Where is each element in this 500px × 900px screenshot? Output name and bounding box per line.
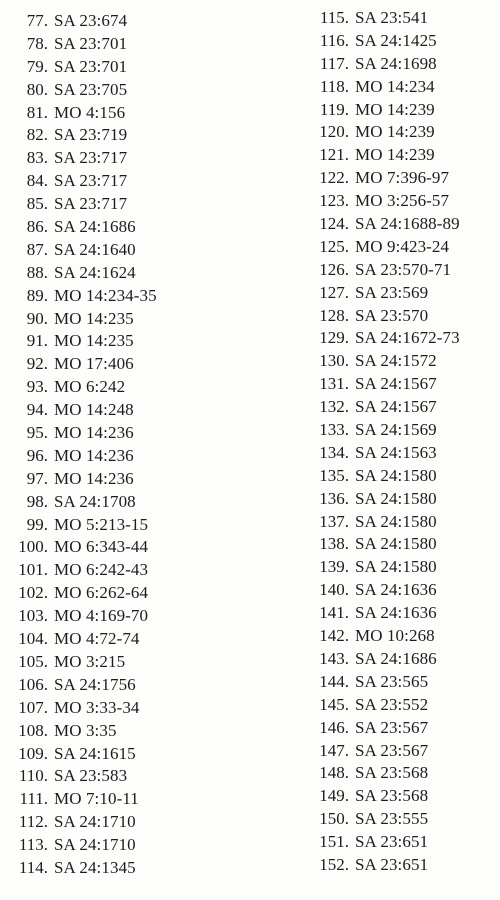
- entry-number: 85.: [26, 194, 48, 214]
- citation-entry: [0, 193, 250, 216]
- citation-entry: [305, 740, 500, 763]
- entry-citation: MO 10:268: [355, 626, 435, 646]
- citation-entry: [305, 465, 500, 488]
- entry-citation: SA 24:1672-73: [355, 328, 460, 348]
- entry-number: 111.: [19, 789, 48, 809]
- entry-citation: SA 24:1563: [355, 442, 437, 462]
- entry-citation: SA 24:1756: [54, 674, 136, 694]
- entry-citation: MO 14:236: [54, 445, 134, 465]
- entry-number: 139.: [319, 557, 349, 577]
- entry-number: 101.: [18, 560, 48, 580]
- citation-entry: [305, 602, 500, 625]
- citation-entry: [0, 285, 250, 308]
- citation-entry: [0, 811, 250, 834]
- citation-entry: [305, 396, 500, 419]
- entry-number: 98.: [26, 491, 48, 511]
- entry-number: 110.: [18, 766, 48, 786]
- entry-number: 78.: [26, 33, 48, 53]
- citation-entry: [305, 99, 500, 122]
- citation-entry: [0, 788, 250, 811]
- citation-entry: [305, 53, 500, 76]
- entry-citation: SA 23:541: [355, 8, 429, 27]
- citation-entry: [305, 259, 500, 282]
- entry-citation: SA 24:1640: [54, 239, 136, 259]
- entry-citation: SA 24:1580: [355, 534, 437, 554]
- entry-number: 128.: [319, 305, 349, 325]
- entry-citation: SA 24:1698: [355, 53, 437, 73]
- entry-citation: MO 6:262-64: [54, 583, 149, 603]
- entry-citation: SA 24:1686: [54, 217, 136, 237]
- entry-citation: SA 24:1572: [355, 351, 437, 371]
- entry-citation: SA 24:1708: [54, 491, 136, 511]
- citation-entry: [305, 488, 500, 511]
- entry-number: 114.: [18, 857, 48, 877]
- citation-entry: [305, 327, 500, 350]
- entry-citation: SA 23:552: [355, 694, 429, 714]
- entry-citation: MO 14:234: [355, 76, 435, 96]
- right-citation-column: [305, 7, 500, 877]
- citation-entry: [305, 190, 500, 213]
- entry-citation: SA 23:565: [355, 671, 429, 691]
- entry-number: 93.: [26, 377, 48, 397]
- entry-number: 122.: [319, 168, 349, 188]
- citation-entry: [305, 831, 500, 854]
- citation-entry: [0, 857, 250, 880]
- entry-citation: MO 14:239: [355, 122, 435, 142]
- entry-citation: SA 23:568: [355, 763, 429, 783]
- entry-citation: MO 7:10-11: [54, 789, 139, 809]
- citation-entry: [0, 124, 250, 147]
- entry-number: 117.: [319, 53, 349, 73]
- entry-number: 133.: [319, 420, 349, 440]
- entry-number: 138.: [319, 534, 349, 554]
- entry-number: 118.: [319, 76, 349, 96]
- entry-citation: SA 24:1580: [355, 557, 437, 577]
- entry-number: 145.: [319, 694, 349, 714]
- citation-entry: [305, 694, 500, 717]
- citation-entry: [305, 305, 500, 328]
- entry-number: 142.: [319, 626, 349, 646]
- entry-number: 99.: [26, 514, 48, 534]
- entry-number: 94.: [26, 400, 48, 420]
- entry-citation: MO 17:406: [54, 354, 134, 374]
- entry-number: 132.: [319, 397, 349, 417]
- entry-citation: SA 23:705: [54, 79, 128, 99]
- citation-entry: [0, 399, 250, 422]
- entry-citation: SA 23:651: [355, 854, 429, 874]
- entry-citation: SA 24:1688-89: [355, 214, 460, 234]
- entry-number: 86.: [26, 217, 48, 237]
- entry-number: 103.: [18, 606, 48, 626]
- citation-entry: [0, 582, 250, 605]
- citation-entry: [0, 651, 250, 674]
- citation-entry: [305, 762, 500, 785]
- citation-entry: [0, 720, 250, 743]
- citation-entry: [305, 556, 500, 579]
- entry-number: 82.: [26, 125, 48, 145]
- entry-citation: MO 14:235: [54, 331, 134, 351]
- entry-citation: SA 23:555: [355, 809, 429, 829]
- entry-number: 80.: [26, 79, 48, 99]
- entry-citation: SA 24:1567: [355, 397, 437, 417]
- entry-citation: SA 23:568: [355, 786, 429, 806]
- citation-entry: [0, 834, 250, 857]
- entry-citation: MO 6:242-43: [54, 560, 149, 580]
- entry-number: 127.: [319, 282, 349, 302]
- entry-citation: MO 7:396-97: [355, 168, 450, 188]
- entry-citation: MO 3:33-34: [54, 697, 140, 717]
- entry-number: 135.: [319, 465, 349, 485]
- citation-entry: [0, 147, 250, 170]
- citation-entry: [0, 353, 250, 376]
- entry-citation: SA 23:583: [54, 766, 128, 786]
- entry-number: 96.: [26, 445, 48, 465]
- entry-citation: SA 23:567: [355, 717, 429, 737]
- entry-citation: SA 24:1710: [54, 812, 136, 832]
- entry-number: 120.: [319, 122, 349, 142]
- entry-citation: SA 24:1624: [54, 262, 136, 282]
- entry-number: 115.: [319, 8, 349, 27]
- citation-entry: [305, 419, 500, 442]
- entry-number: 130.: [319, 351, 349, 371]
- entry-number: 105.: [18, 651, 48, 671]
- citation-entry: [0, 170, 250, 193]
- entry-citation: MO 14:248: [54, 400, 134, 420]
- citation-entry: [305, 717, 500, 740]
- entry-citation: SA 24:1580: [355, 465, 437, 485]
- entry-citation: SA 23:717: [54, 148, 128, 168]
- citation-entry: [305, 533, 500, 556]
- citation-entry: [305, 579, 500, 602]
- entry-number: 148.: [319, 763, 349, 783]
- citation-entry: [0, 765, 250, 788]
- citation-entry: [0, 514, 250, 537]
- citation-entry: [0, 262, 250, 285]
- citation-entry: [0, 674, 250, 697]
- entry-number: 97.: [26, 468, 48, 488]
- entry-citation: MO 14:234-35: [54, 285, 157, 305]
- citation-entry: [305, 625, 500, 648]
- entry-number: 129.: [319, 328, 349, 348]
- entry-citation: SA 23:651: [355, 832, 429, 852]
- citation-entry: [305, 30, 500, 53]
- entry-citation: SA 23:567: [355, 740, 429, 760]
- citation-entry: [305, 76, 500, 99]
- entry-number: 81.: [26, 102, 48, 122]
- left-citation-column: [0, 10, 250, 880]
- entry-citation: MO 9:423-24: [355, 236, 450, 256]
- entry-number: 84.: [26, 171, 48, 191]
- entry-citation: SA 23:701: [54, 33, 128, 53]
- citation-entry: [0, 605, 250, 628]
- entry-number: 102.: [18, 583, 48, 603]
- entry-number: 77.: [26, 11, 48, 30]
- entry-number: 89.: [26, 285, 48, 305]
- entry-citation: SA 24:1686: [355, 648, 437, 668]
- entry-citation: SA 23:717: [54, 171, 128, 191]
- entry-citation: SA 24:1569: [355, 420, 437, 440]
- entry-citation: MO 4:156: [54, 102, 126, 122]
- citation-entry: [0, 422, 250, 445]
- entry-citation: SA 23:719: [54, 125, 128, 145]
- citation-entry: [305, 373, 500, 396]
- citation-entry: [305, 350, 500, 373]
- citation-entry: [305, 854, 500, 877]
- citation-entry: [305, 442, 500, 465]
- entry-number: 152.: [319, 854, 349, 874]
- entry-number: 112.: [18, 812, 48, 832]
- entry-number: 125.: [319, 236, 349, 256]
- citation-entry: [0, 216, 250, 239]
- entry-number: 137.: [319, 511, 349, 531]
- entry-number: 109.: [18, 743, 48, 763]
- entry-number: 146.: [319, 717, 349, 737]
- entry-citation: SA 23:701: [54, 56, 128, 76]
- entry-number: 151.: [319, 832, 349, 852]
- citation-entry: [305, 648, 500, 671]
- entry-number: 124.: [319, 214, 349, 234]
- entry-number: 88.: [26, 262, 48, 282]
- citation-entry: [305, 785, 500, 808]
- entry-number: 121.: [319, 145, 349, 165]
- entry-number: 147.: [319, 740, 349, 760]
- entry-number: 116.: [319, 30, 349, 50]
- citation-entry: [0, 56, 250, 79]
- citation-entry: [0, 330, 250, 353]
- entry-citation: SA 23:717: [54, 194, 128, 214]
- citation-entry: [305, 808, 500, 831]
- entry-citation: MO 14:236: [54, 423, 134, 443]
- citation-entry: [305, 511, 500, 534]
- citation-entry: [0, 239, 250, 262]
- entry-number: 149.: [319, 786, 349, 806]
- entry-citation: SA 24:1636: [355, 580, 437, 600]
- entry-number: 134.: [319, 442, 349, 462]
- citation-entry: [0, 536, 250, 559]
- citation-entry: [0, 697, 250, 720]
- entry-number: 150.: [319, 809, 349, 829]
- entry-citation: MO 3:35: [54, 720, 117, 740]
- entry-citation: MO 14:236: [54, 468, 134, 488]
- entry-number: 108.: [18, 720, 48, 740]
- entry-citation: SA 24:1567: [355, 374, 437, 394]
- entry-citation: MO 4:72-74: [54, 629, 140, 649]
- entry-number: 123.: [319, 191, 349, 211]
- entry-number: 106.: [18, 674, 48, 694]
- entry-number: 144.: [319, 671, 349, 691]
- entry-number: 100.: [18, 537, 48, 557]
- entry-citation: SA 24:1425: [355, 30, 437, 50]
- entry-number: 90.: [26, 308, 48, 328]
- entry-number: 104.: [18, 629, 48, 649]
- entry-number: 92.: [26, 354, 48, 374]
- entry-number: 83.: [26, 148, 48, 168]
- entry-citation: SA 24:1636: [355, 603, 437, 623]
- entry-citation: SA 24:1345: [54, 857, 136, 877]
- entry-number: 136.: [319, 488, 349, 508]
- citation-entry: [0, 468, 250, 491]
- citation-entry: [305, 213, 500, 236]
- citation-entry: [0, 376, 250, 399]
- entry-citation: SA 24:1580: [355, 488, 437, 508]
- entry-citation: SA 24:1710: [54, 835, 136, 855]
- entry-citation: MO 4:169-70: [54, 606, 149, 626]
- citation-entry: [0, 628, 250, 651]
- entry-number: 126.: [319, 259, 349, 279]
- citation-entry: [305, 236, 500, 259]
- entry-number: 87.: [26, 239, 48, 259]
- citation-entry: [305, 282, 500, 305]
- entry-number: 119.: [319, 99, 349, 119]
- entry-citation: MO 6:343-44: [54, 537, 149, 557]
- entry-citation: SA 23:569: [355, 282, 429, 302]
- entry-citation: MO 5:213-15: [54, 514, 149, 534]
- entry-citation: MO 14:239: [355, 99, 435, 119]
- entry-citation: MO 6:242: [54, 377, 126, 397]
- citation-entry: [0, 559, 250, 582]
- entry-citation: SA 24:1615: [54, 743, 136, 763]
- entry-number: 95.: [26, 423, 48, 443]
- entry-number: 131.: [319, 374, 349, 394]
- citation-entry: [0, 102, 250, 125]
- citation-entry: [305, 144, 500, 167]
- entry-citation: MO 3:215: [54, 651, 126, 671]
- entry-number: 141.: [319, 603, 349, 623]
- entry-number: 107.: [18, 697, 48, 717]
- entry-number: 113.: [18, 835, 48, 855]
- entry-citation: MO 3:256-57: [355, 191, 450, 211]
- citation-entry: [0, 491, 250, 514]
- entry-citation: MO 14:235: [54, 308, 134, 328]
- citation-entry: [305, 671, 500, 694]
- entry-number: 143.: [319, 648, 349, 668]
- citation-entry: [0, 33, 250, 56]
- citation-entry: [305, 167, 500, 190]
- entry-number: 91.: [26, 331, 48, 351]
- entry-number: 79.: [26, 56, 48, 76]
- citation-entry: [0, 743, 250, 766]
- entry-citation: SA 24:1580: [355, 511, 437, 531]
- entry-citation: SA 23:570: [355, 305, 429, 325]
- entry-number: 140.: [319, 580, 349, 600]
- citation-entry: [305, 7, 500, 30]
- citation-entry: [0, 79, 250, 102]
- entry-citation: SA 23:674: [54, 11, 128, 30]
- citation-entry: [0, 10, 250, 33]
- entry-citation: SA 23:570-71: [355, 259, 452, 279]
- entry-citation: MO 14:239: [355, 145, 435, 165]
- citation-entry: [305, 121, 500, 144]
- citation-entry: [0, 308, 250, 331]
- citation-entry: [0, 445, 250, 468]
